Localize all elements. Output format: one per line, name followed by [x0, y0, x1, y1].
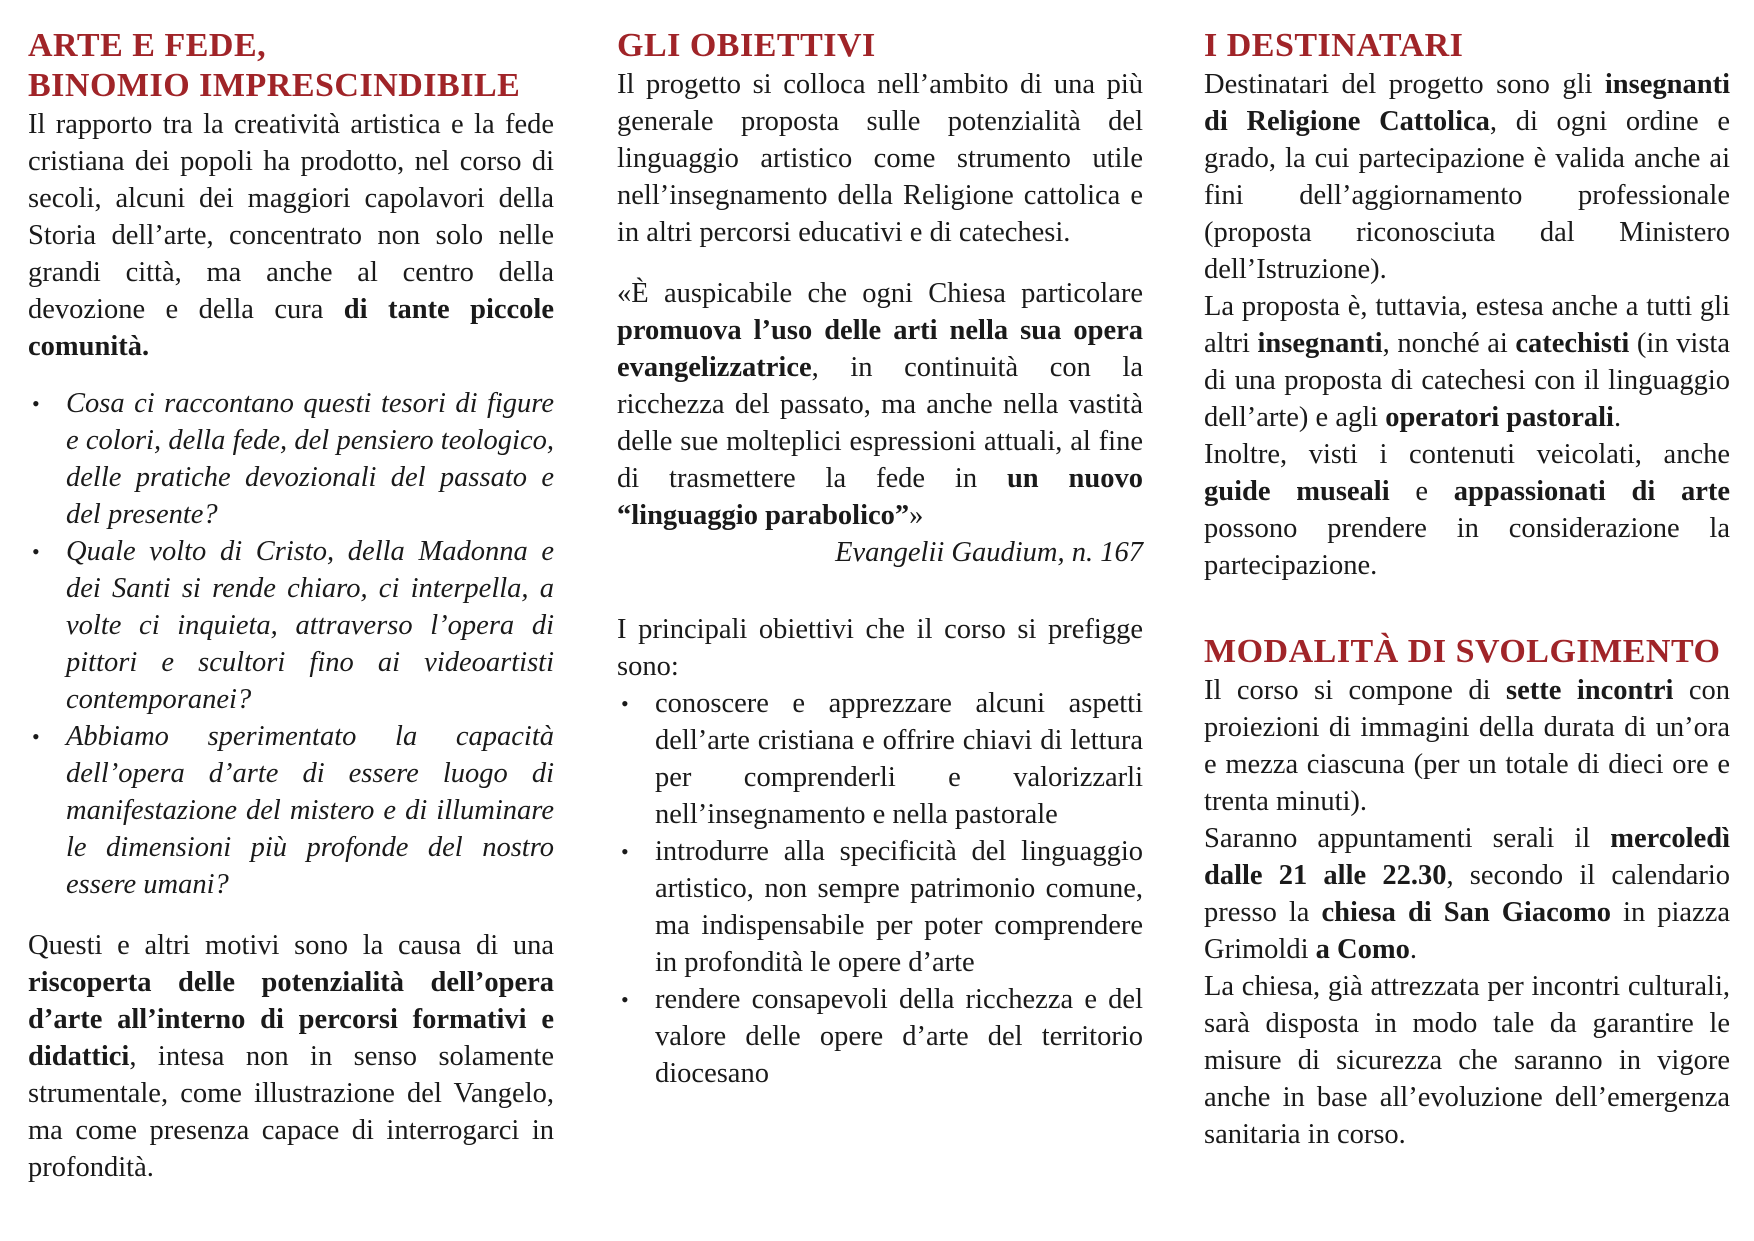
intro-paragraph	[28, 106, 554, 365]
body-emphasis: catechisti	[1515, 328, 1630, 359]
question-text: Abbiamo sperimentato la capacità dell’opera d’arte di essere luogo di manifestazione del mistero e di illuminare le dimensioni più profonde del nostro essere umani?	[66, 721, 554, 900]
body-text: Inoltre, visti i contenuti veicolati, anche	[1204, 439, 1730, 470]
bullet-icon: •	[621, 839, 629, 864]
section-heading-obiettivi: GLI OBIETTIVI	[617, 27, 876, 64]
closing-text: Questi e altri motivi sono la causa di una	[28, 930, 554, 961]
bullet-icon: •	[32, 724, 40, 749]
list-item	[617, 981, 1143, 1092]
section-heading-modalita: MODALITÀ DI SVOLGIMENTO	[1204, 633, 1721, 670]
body-emphasis: sette incontri	[1506, 675, 1674, 706]
body-emphasis: insegnanti di Religione Cattolica	[1204, 69, 1730, 137]
heading-line-2: BINOMIO IMPRESCINDIBILE	[28, 67, 521, 104]
column-destinatari	[1204, 26, 1730, 1153]
body-text: , nonché ai	[1382, 328, 1516, 359]
closing-text: , intesa non in senso solamente strumentale, come illustrazione del Vangelo, ma come presenza capace di interrogarci in profondità.	[28, 1041, 554, 1183]
bullet-icon: •	[621, 987, 629, 1012]
body-text: con proiezioni di immagini della durata di un’ora e mezza ciascuna (per un totale di dieci ore e trenta minuti).	[1204, 675, 1730, 817]
body-text: possono prendere in considerazione la partecipazione.	[1204, 513, 1730, 581]
body-text: , secondo il calendario presso la	[1204, 860, 1731, 928]
list-item	[28, 385, 554, 533]
modalita-paragraph-1	[1204, 672, 1730, 820]
closing-emphasis: riscoperta delle potenzialità dell’opera d’arte all’interno di percorsi formativi e didattici	[28, 967, 554, 1072]
quote-source: Evangelii Gaudium, n. 167	[835, 537, 1143, 568]
section-heading-destinatari: I DESTINATARI	[1204, 27, 1464, 64]
closing-paragraph	[28, 927, 554, 1186]
quote-text: «È auspicabile che ogni Chiesa particolare	[617, 278, 1143, 309]
body-emphasis: insegnanti	[1257, 328, 1383, 359]
destinatari-paragraph-1	[1204, 66, 1730, 288]
body-emphasis: appassionati di arte	[1453, 476, 1731, 507]
body-text: Il corso si compone di	[1204, 675, 1506, 706]
body-text: in piazza Grimoldi	[1204, 897, 1731, 965]
modalita-paragraph-2	[1204, 820, 1730, 968]
questions-list	[28, 385, 554, 903]
body-emphasis: a Como	[1315, 934, 1410, 965]
list-item	[617, 833, 1143, 981]
body-emphasis: chiesa di San Giacomo	[1321, 897, 1611, 928]
quote-text: , in continuità con la ricchezza del passato, ma anche nella vastità delle sue molteplici espressioni attuali, al fine di trasmettere la fede in	[617, 352, 1143, 494]
quote-emphasis: un nuovo “linguaggio parabolico”	[617, 463, 1143, 531]
body-emphasis: mercoledì dalle 21 alle 22.30	[1204, 823, 1730, 891]
body-text: .	[1613, 402, 1622, 433]
body-text: e	[1389, 476, 1454, 507]
column-arte-e-fede	[28, 26, 554, 1186]
objectives-list	[617, 685, 1143, 1092]
destinatari-paragraph-2	[1204, 288, 1730, 436]
bullet-icon: •	[621, 691, 629, 716]
quote-text: »	[909, 500, 924, 531]
question-text: Quale volto di Cristo, della Madonna e dei Santi si rende chiaro, ci interpella, a volte ci inquieta, attraverso l’opera di pittori e scultori fino ai videoartisti contemporanei?	[66, 536, 554, 715]
objective-text: introdurre alla specificità del linguaggio artistico, non sempre patrimonio comune, ma indispensabile per poter comprendere in profondità le opere d’arte	[655, 836, 1143, 978]
modalita-paragraph-3: La chiesa, già attrezzata per incontri culturali, sarà disposta in modo tale da garantire le misure di sicurezza che saranno in vigore anche in base all’evoluzione dell’emergenza sanitaria in corso.	[1204, 971, 1730, 1150]
intro-emphasis: di tante piccole comunità.	[28, 294, 554, 362]
quote-paragraph	[617, 275, 1143, 571]
body-text: .	[1409, 934, 1417, 965]
objectives-lead: I principali obiettivi che il corso si prefigge sono:	[617, 614, 1143, 682]
list-item	[617, 685, 1143, 833]
body-text: La proposta è, tuttavia, estesa anche a tutti gli altri	[1204, 291, 1730, 359]
list-item	[28, 718, 554, 903]
column-obiettivi	[617, 26, 1143, 1092]
body-emphasis: operatori pastorali	[1385, 402, 1614, 433]
quote-emphasis: promuova l’uso delle arti nella sua opera evangelizzatrice	[617, 315, 1143, 383]
body-emphasis: guide museali	[1204, 476, 1390, 507]
destinatari-paragraph-3	[1204, 436, 1730, 584]
body-text: , di ogni ordine e grado, la cui partecipazione è valida anche ai fini dell’aggiornamento professionale (proposta riconosciuta dal Ministero dell’Istruzione).	[1204, 106, 1731, 285]
body-text: Destinatari del progetto sono gli	[1204, 69, 1605, 100]
objectives-intro-paragraph: Il progetto si colloca nell’ambito di una più generale proposta sulle potenzialità del linguaggio artistico come strumento utile nell’insegnamento della Religione cattolica e in altri percorsi educativi e di catechesi.	[617, 69, 1143, 248]
bullet-icon: •	[32, 539, 40, 564]
section-heading-arte-e-fede	[28, 26, 554, 106]
objective-text: rendere consapevoli della ricchezza e del valore delle opere d’arte del territorio diocesano	[655, 984, 1143, 1089]
body-text: Saranno appuntamenti serali il	[1204, 823, 1611, 854]
objective-text: conoscere e apprezzare alcuni aspetti dell’arte cristiana e offrire chiavi di lettura per comprenderli e valorizzarli nell’insegnamento e nella pastorale	[655, 688, 1143, 830]
list-item	[28, 533, 554, 718]
body-text: (in vista di una proposta di catechesi con il linguaggio dell’arte) e agli	[1204, 328, 1730, 433]
intro-text: Il rapporto tra la creatività artistica e la fede cristiana dei popoli ha prodotto, nel corso di secoli, alcuni dei maggiori capolavori della Storia dell’arte, concentrato non solo nelle grandi città, ma anche al centro della devozione e della cura	[28, 109, 554, 325]
question-text: Cosa ci raccontano questi tesori di figure e colori, della fede, del pensiero teologico, delle pratiche devozionali del passato e del presente?	[66, 388, 554, 530]
bullet-icon: •	[32, 391, 40, 416]
heading-line-1: ARTE E FEDE,	[28, 27, 267, 64]
